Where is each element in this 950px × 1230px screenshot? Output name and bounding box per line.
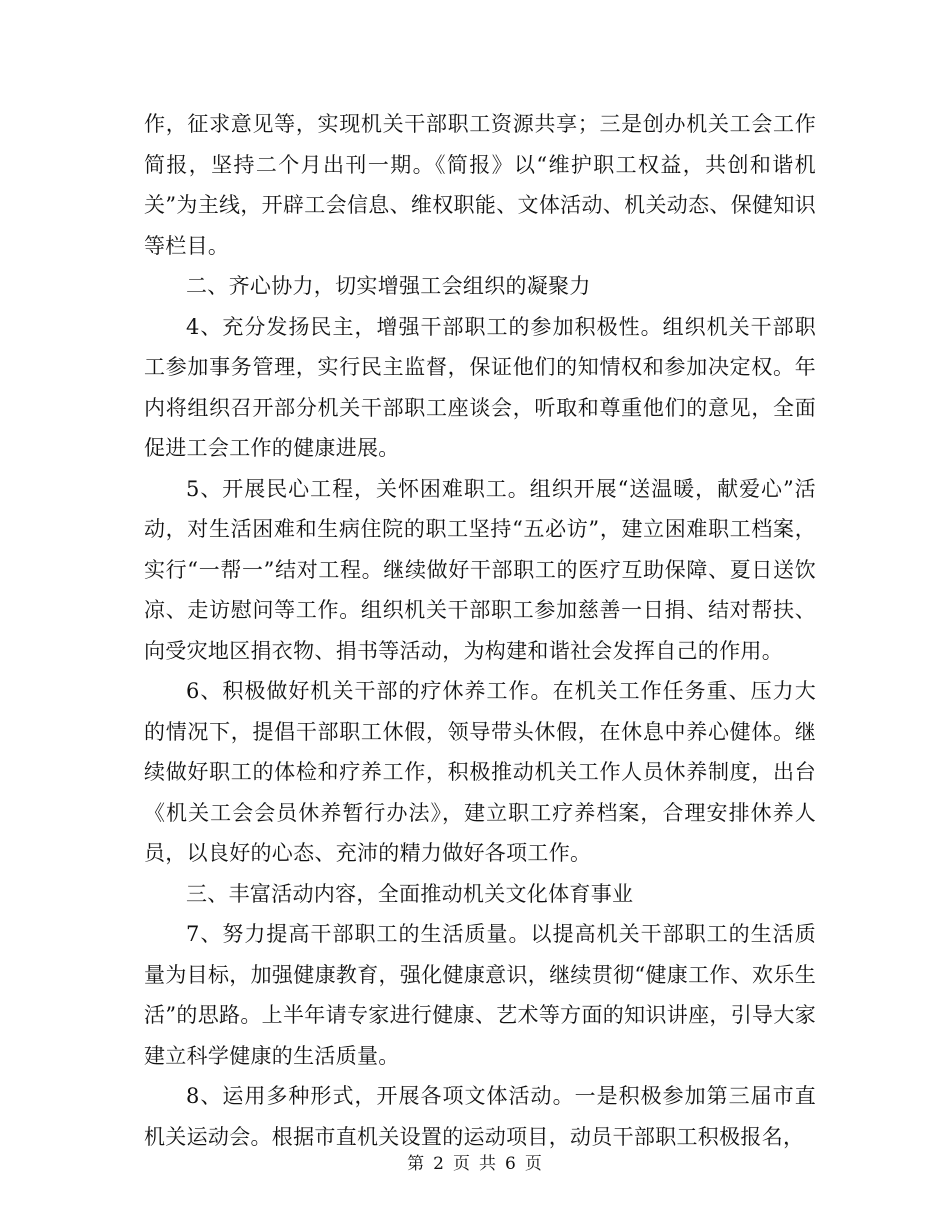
footer-page-label: 页 — [453, 1154, 471, 1174]
paragraph-item-7: 7、努力提高干部职工的生活质量。以提高机关干部职工的生活质量为目标，加强健康教育，强化健康意识，继续贯彻“健康工作、欢乐生活”的思路。上半年请专家进行健康、艺术等方面的知识讲座，引导大家建立科学健康的生活质量。 — [144, 922, 816, 1068]
footer-current-page: 2 — [433, 1154, 445, 1174]
paragraph-item-8: 8、运用多种形式，开展各项文体活动。一是积极参加第三届市直机关运动会。根据市直机关设置的运动项目，动员干部职工积极报名， — [144, 1084, 816, 1149]
paragraph-item-4: 4、充分发扬民主，增强干部职工的参加积极性。组织机关干部职工参加事务管理，实行民主监督，保证他们的知情权和参加决定权。年内将组织召开部分机关干部职工座谈会，听取和尊重他们的意见，全面促进工会工作的健康进展。 — [144, 314, 816, 460]
section-heading-3: 三、丰富活动内容，全面推动机关文化体育事业 — [186, 881, 634, 906]
section-heading-2: 二、齐心协力，切实增强工会组织的凝聚力 — [186, 274, 591, 298]
document-body — [144, 104, 816, 1157]
paragraph-item-6: 6、积极做好机关干部的疗休养工作。在机关工作任务重、压力大的情况下，提倡干部职工休假，领导带头休假，在休息中养心健体。继续做好职工的体检和疗养工作，积极推动机关工作人员休养制度，出台《机关工会会员休养暂行办法》，建立职工疗养档案，合理安排休养人员，以良好的心态、充沛的精力做好各项工作。 — [144, 679, 816, 865]
footer-total-pages: 6 — [505, 1154, 517, 1174]
footer-total-label: 共 — [479, 1154, 497, 1174]
paragraph-continuation: 作，征求意见等，实现机关干部职工资源共享；三是创办机关工会工作简报，坚持二个月出刊一期。《简报》以“维护职工权益，共创和谐机关”为主线，开辟工会信息、维权职能、文体活动、机关动态、保健知识等栏目。 — [144, 112, 816, 258]
footer-suffix: 页 — [524, 1154, 543, 1174]
paragraph-item-5: 5、开展民心工程，关怀困难职工。组织开展“送温暖，献爱心”活动，对生活困难和生病住院的职工坚持“五必访”，建立困难职工档案，实行“一帮一”结对工程。继续做好干部职工的医疗互助保障、夏日送饮凉、走访慰问等工作。组织机关干部职工参加慈善一日捐、结对帮扶、向受灾地区捐衣物、捐书等活动，为构建和谐社会发挥自己的作用。 — [144, 476, 816, 663]
page-footer — [0, 1149, 950, 1174]
footer-prefix: 第 — [407, 1154, 426, 1174]
